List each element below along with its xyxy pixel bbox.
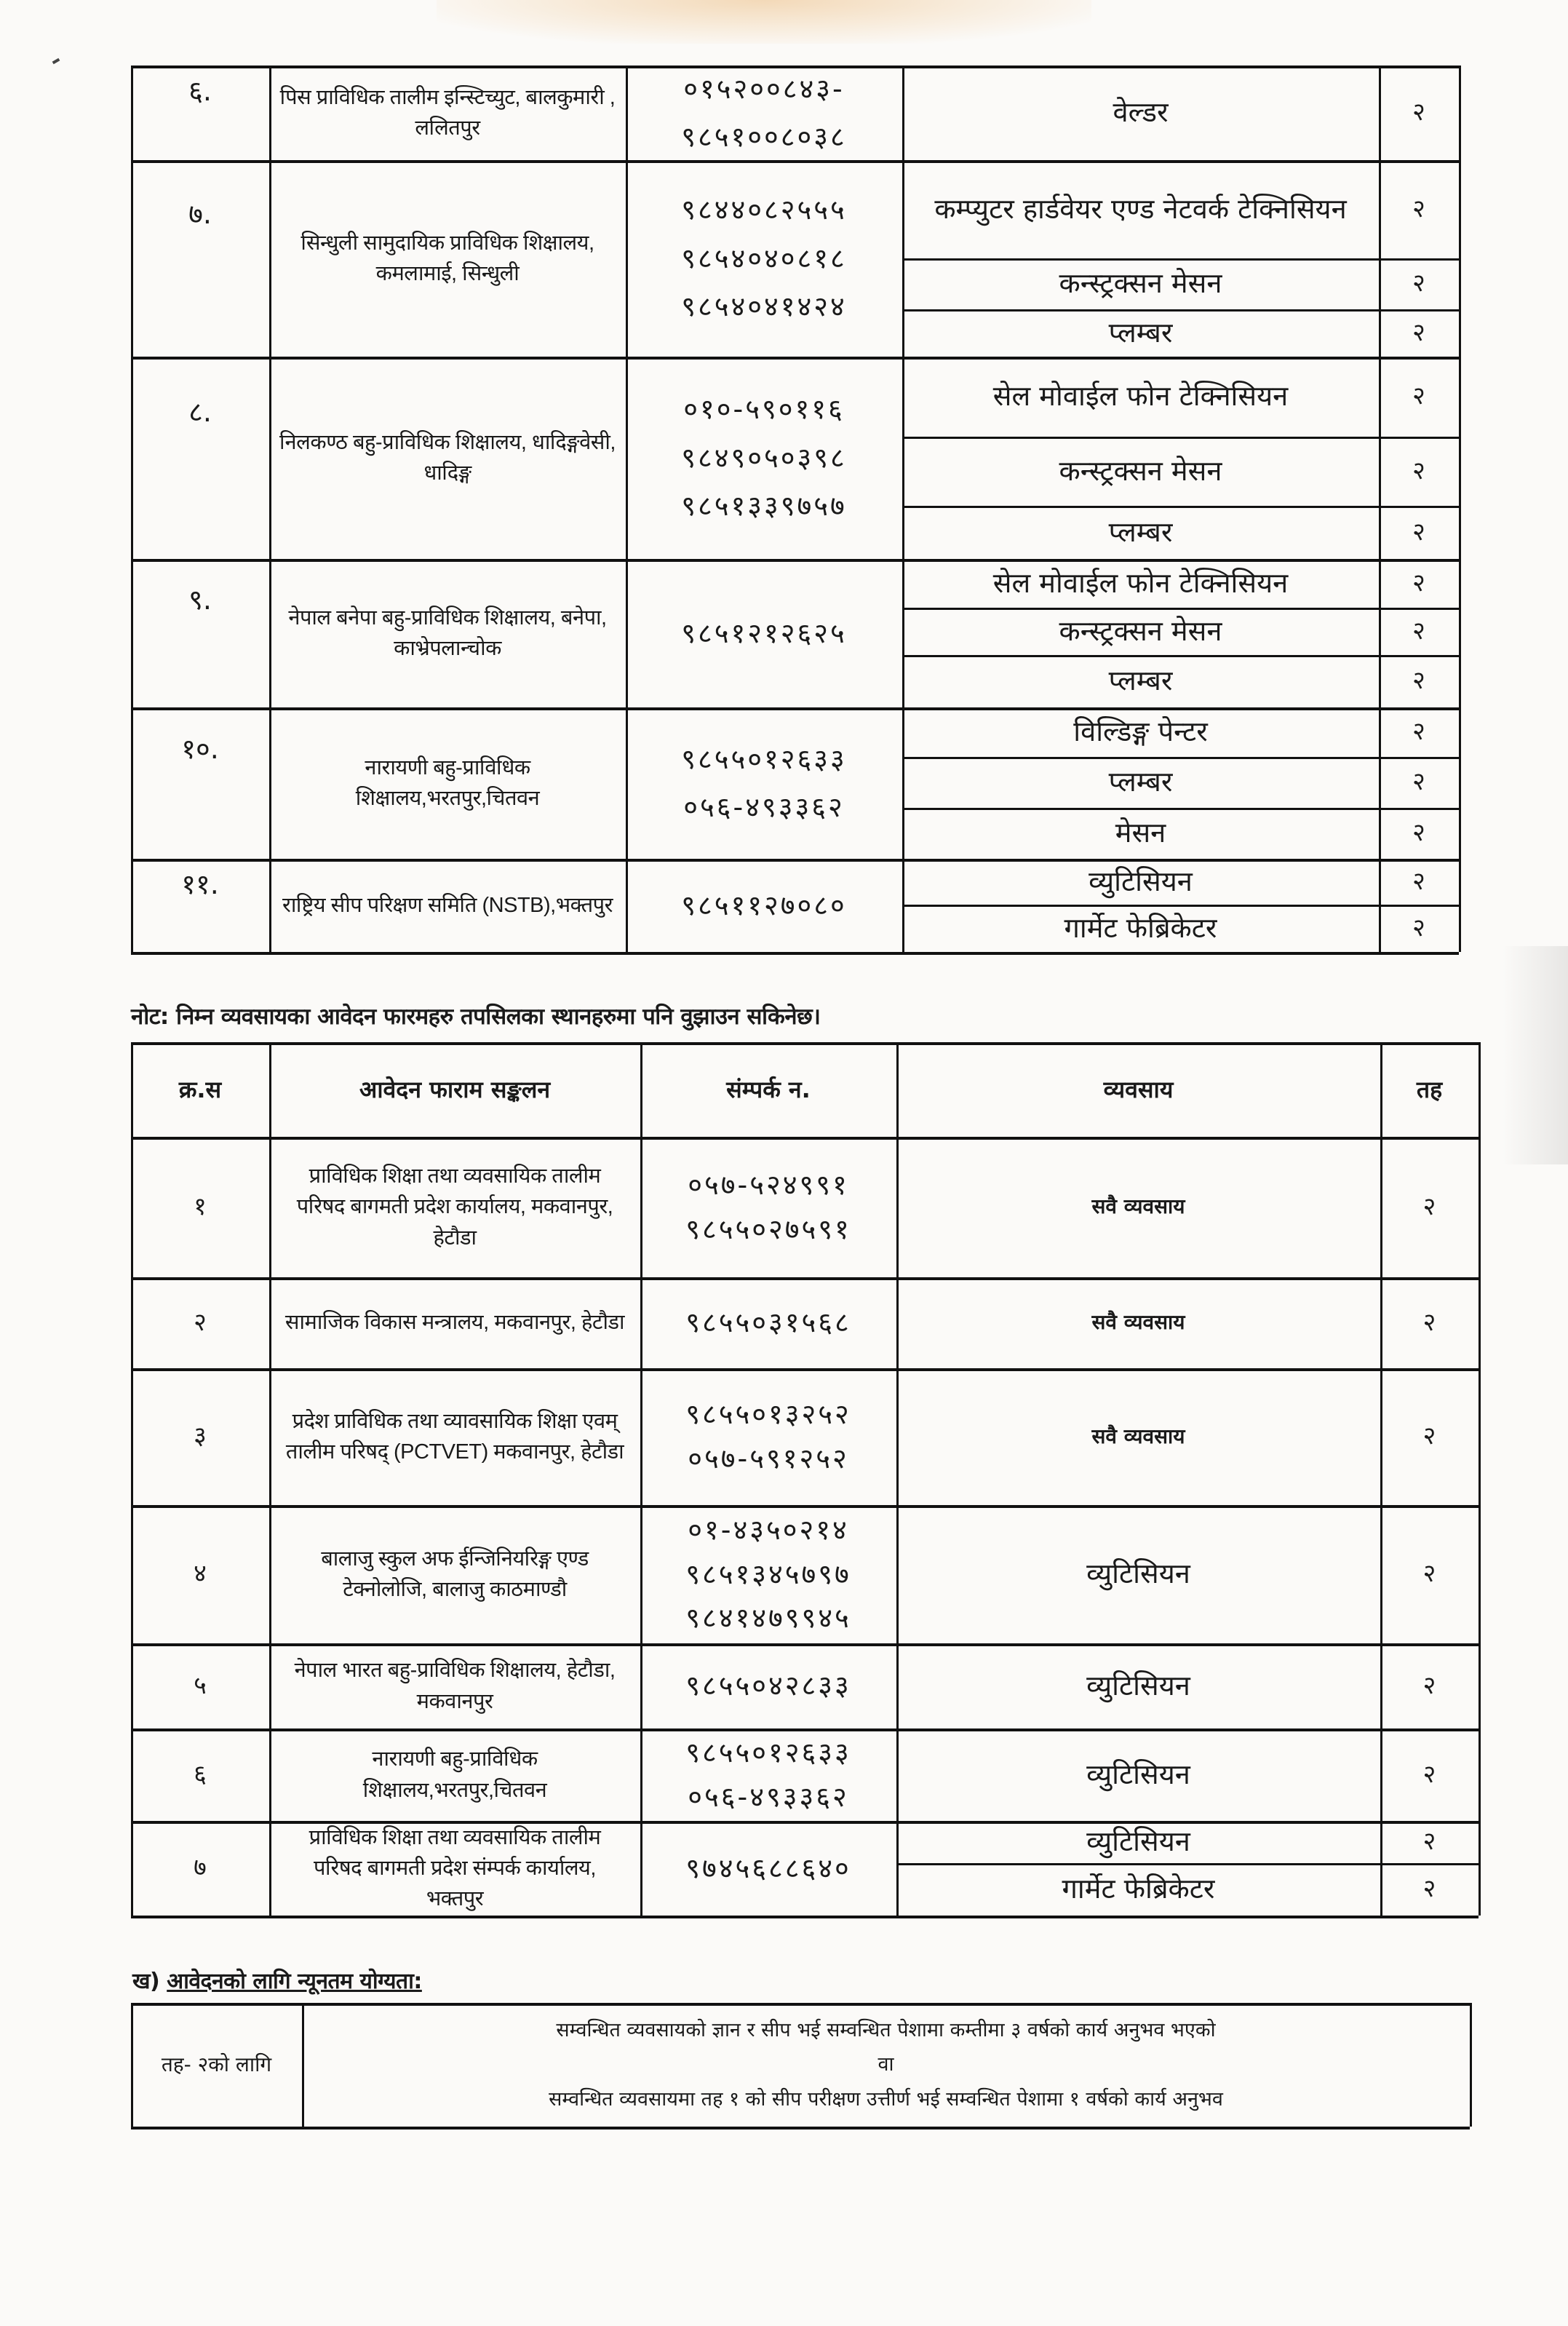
trade-level: २ bbox=[1422, 1421, 1436, 1451]
phone-number: ९८५५०१२६३३ bbox=[681, 742, 847, 775]
qualification-heading-text: आवेदनको लागि न्यूनतम योग्यता: bbox=[167, 1969, 422, 1994]
sub-row-divider bbox=[902, 808, 1459, 810]
trade-name: कन्स्ट्रक्सन मेसन bbox=[1059, 267, 1222, 300]
trade-name: सेल मोवाईल फोन टेक्निसियन bbox=[992, 566, 1289, 599]
serial-number: २ bbox=[194, 1307, 207, 1337]
row-divider bbox=[131, 2003, 1470, 2006]
trade-name: सवै व्यवसाय bbox=[1091, 1310, 1185, 1335]
paper-shadow-right bbox=[1503, 946, 1568, 1164]
phone-number: ९८५५०१२६३३ bbox=[685, 1736, 851, 1769]
row-divider bbox=[131, 1821, 1479, 1824]
row-divider bbox=[131, 559, 1459, 562]
trade-name: सवै व्यवसाय bbox=[1091, 1424, 1185, 1448]
trade-level: २ bbox=[1422, 1191, 1436, 1221]
column-divider bbox=[1470, 2003, 1472, 2127]
sub-row-divider bbox=[896, 1863, 1479, 1865]
trade-level: २ bbox=[1412, 913, 1425, 942]
column-divider bbox=[1379, 66, 1381, 952]
phone-number: ९८५५०१३२५२ bbox=[685, 1398, 851, 1431]
header-serial-number: क्र.स bbox=[178, 1075, 222, 1103]
row-divider bbox=[131, 1137, 1479, 1140]
row-divider bbox=[131, 1728, 1479, 1731]
collection-place: प्राविधिक शिक्षा तथा व्यवसायिक तालीम परिषद बागमती प्रदेश कार्यालय, मकवानपुर, हेटौडा bbox=[296, 1164, 613, 1250]
collection-place: नेपाल भारत बहु-प्राविधिक शिक्षालय, हेटौडा, मकवानपुर bbox=[294, 1659, 616, 1713]
phone-number: ९८५१३४५७९७ bbox=[685, 1557, 851, 1590]
trade-name: व्युटिसियन bbox=[1086, 1557, 1190, 1590]
phone-number: ९८४९०५०३९८ bbox=[681, 441, 847, 474]
phone-number: ९८५५०३१५६८ bbox=[685, 1306, 851, 1339]
trade-name: गार्मेट फेब्रिकेटर bbox=[1064, 911, 1217, 944]
header-contact-number: संम्पर्क न. bbox=[726, 1075, 811, 1103]
phone-numbers bbox=[640, 1277, 896, 1368]
trade-name: प्लम्बर bbox=[1108, 766, 1173, 798]
serial-number: १ bbox=[194, 1191, 207, 1221]
collection-place: प्राविधिक शिक्षा तथा व्यवसायिक तालीम परिषद बागमती प्रदेश संम्पर्क कार्यालय, भक्तपुर bbox=[309, 1825, 601, 1911]
sub-row-divider bbox=[902, 757, 1459, 759]
trade-level: २ bbox=[1412, 456, 1425, 485]
sub-row-divider bbox=[902, 309, 1459, 311]
column-divider bbox=[269, 1042, 271, 1916]
trade-level: २ bbox=[1412, 767, 1425, 797]
trade-level: २ bbox=[1412, 317, 1425, 347]
phone-number: ०५७-५९१२५२ bbox=[688, 1442, 849, 1474]
institute-name: निलकण्ठ बहु-प्राविधिक शिक्षालय, धादिङ्गवेसी, धादिङ्ग bbox=[279, 430, 616, 485]
trade-level: २ bbox=[1412, 269, 1425, 298]
qualification-level-label: तह- २को लागि bbox=[161, 2052, 272, 2076]
column-divider bbox=[1479, 1042, 1481, 1916]
trade-name: कम्प्युटर हार्डवेयर एण्ड नेटवर्क टेक्निसियन bbox=[934, 192, 1347, 225]
serial-number: ७ bbox=[194, 1853, 207, 1883]
phone-number: ०५७-५२४९९१ bbox=[688, 1168, 849, 1201]
serial-number: ३ bbox=[194, 1421, 207, 1451]
serial-number: ८. bbox=[188, 395, 212, 428]
row-divider bbox=[131, 1368, 1479, 1371]
trade-name: कन्स्ट्रक्सन मेसन bbox=[1059, 614, 1222, 647]
header-trade: व्यवसाय bbox=[1103, 1075, 1174, 1103]
sub-row-divider bbox=[902, 506, 1459, 508]
row-divider bbox=[131, 1277, 1479, 1280]
trade-name: प्लम्बर bbox=[1108, 664, 1173, 697]
row-divider bbox=[131, 160, 1459, 163]
row-divider bbox=[131, 707, 1459, 710]
trade-level: २ bbox=[1412, 616, 1425, 646]
row-divider bbox=[131, 66, 1459, 68]
trade-name: व्युटिसियन bbox=[1086, 1758, 1190, 1790]
phone-number: ९८५१००८०३८ bbox=[681, 121, 847, 153]
trade-level: २ bbox=[1422, 1874, 1436, 1904]
qualification-line: वा bbox=[877, 2053, 894, 2076]
column-divider bbox=[626, 66, 628, 952]
trade-name: प्लम्बर bbox=[1108, 515, 1173, 548]
sub-row-divider bbox=[902, 905, 1459, 907]
phone-number: ९८५४०४०८१८ bbox=[681, 242, 847, 274]
trade-level: २ bbox=[1412, 381, 1425, 411]
header-level: तह bbox=[1416, 1075, 1443, 1103]
sub-row-divider bbox=[902, 258, 1459, 261]
column-divider bbox=[902, 66, 904, 952]
trade-level: २ bbox=[1422, 1559, 1436, 1589]
column-divider bbox=[302, 2003, 304, 2127]
phone-number: ९७४५६८८६४० bbox=[685, 1851, 851, 1884]
institute-name: पिस प्राविधिक तालीम इन्स्टिच्युट, बालकुमारी , ललितपुर bbox=[279, 85, 616, 140]
trade-level: २ bbox=[1412, 98, 1425, 127]
phone-number: ०५६-४९३३६२ bbox=[688, 1780, 849, 1813]
serial-number: ७. bbox=[188, 197, 212, 230]
institute-name: नेपाल बनेपा बहु-प्राविधिक शिक्षालय, बनेपा, काभ्रेपलान्चोक bbox=[288, 606, 607, 660]
trade-name: वेल्डर bbox=[1113, 96, 1169, 129]
trade-level: २ bbox=[1412, 818, 1425, 848]
row-divider bbox=[131, 1916, 1479, 1918]
trade-level: २ bbox=[1412, 568, 1425, 598]
row-divider bbox=[131, 1505, 1479, 1508]
qualification-requirements bbox=[302, 2003, 1470, 2127]
qualification-line: सम्वन्धित व्यवसायको ज्ञान र सीप भई सम्वन्धित पेशामा कम्तीमा ३ वर्षको कार्य अनुभव भएको bbox=[556, 2019, 1216, 2042]
row-divider bbox=[131, 952, 1459, 955]
sub-row-divider bbox=[902, 655, 1459, 657]
paper-shadow bbox=[437, 0, 1091, 44]
trade-level: २ bbox=[1412, 717, 1425, 747]
trade-name: सवै व्यवसाय bbox=[1091, 1194, 1185, 1219]
phone-numbers bbox=[640, 1368, 896, 1505]
institute-name: राष्ट्रिय सीप परिक्षण समिति (NSTB),भक्तपुर bbox=[282, 893, 613, 917]
phone-numbers bbox=[640, 1505, 896, 1643]
collection-place: बालाजु स्कुल अफ ईन्जिनियरिङ्ग एण्ड टेक्नोलोजि, बालाजु काठमाण्डौ bbox=[321, 1547, 589, 1601]
institute-name: सिन्धुली सामुदायिक प्राविधिक शिक्षालय, कमलामाई, सिन्धुली bbox=[301, 231, 594, 285]
trade-level: २ bbox=[1412, 194, 1425, 223]
phone-numbers bbox=[626, 357, 902, 559]
serial-number: ४ bbox=[194, 1559, 207, 1589]
serial-number: ९. bbox=[188, 583, 212, 616]
phone-numbers bbox=[640, 1643, 896, 1728]
phone-number: ०५६-४९३३६२ bbox=[683, 791, 845, 823]
sub-row-divider bbox=[902, 608, 1459, 610]
serial-number: १०. bbox=[181, 732, 219, 765]
column-divider bbox=[640, 1042, 642, 1916]
phone-number: ९८५१३३९७५७ bbox=[681, 490, 847, 523]
column-divider bbox=[896, 1042, 899, 1916]
serial-number: ६. bbox=[188, 75, 212, 108]
row-divider bbox=[131, 1042, 1479, 1045]
trade-level: २ bbox=[1422, 1759, 1436, 1789]
phone-number: ९८४४०८२५५५ bbox=[681, 194, 847, 226]
row-divider bbox=[131, 2127, 1470, 2129]
qualification-line: सम्वन्धित व्यवसायमा तह १ को सीप परीक्षण उत्तीर्ण भई सम्वन्धित पेशामा १ वर्षको कार्य अनुभव bbox=[549, 2087, 1223, 2111]
phone-numbers bbox=[626, 160, 902, 357]
column-divider bbox=[1459, 66, 1461, 952]
phone-numbers bbox=[626, 66, 902, 160]
phone-number: ९८५५०४२८३३ bbox=[685, 1670, 851, 1702]
trade-level: २ bbox=[1422, 1307, 1436, 1337]
row-divider bbox=[131, 1643, 1479, 1646]
institute-name: नारायणी बहु-प्राविधिक शिक्षालय,भरतपुर,चितवन bbox=[355, 755, 540, 810]
column-divider bbox=[131, 66, 133, 952]
collection-place: सामाजिक विकास मन्त्रालय, मकवानपुर, हेटौडा bbox=[284, 1311, 625, 1335]
phone-numbers bbox=[626, 707, 902, 859]
phone-numbers bbox=[626, 859, 902, 952]
phone-number: ०१-४३५०२१४ bbox=[688, 1513, 849, 1546]
trade-name: व्युटिसियन bbox=[1086, 1669, 1190, 1702]
column-divider bbox=[1380, 1042, 1382, 1916]
row-divider bbox=[131, 357, 1459, 360]
phone-number: ०१५२००८४३- bbox=[683, 72, 845, 105]
column-divider bbox=[269, 66, 271, 952]
phone-numbers bbox=[640, 1137, 896, 1277]
column-divider bbox=[131, 1042, 133, 1916]
phone-number: ९८५५०२७५९१ bbox=[685, 1212, 851, 1245]
qualification-heading-prefix: ख) bbox=[132, 1969, 160, 1994]
trade-level: २ bbox=[1412, 666, 1425, 696]
phone-number: ९८५११२७०८० bbox=[681, 889, 847, 921]
phone-numbers bbox=[640, 1821, 896, 1916]
trade-name: विल्डिङ्ग पेन्टर bbox=[1073, 715, 1208, 748]
phone-number: ९८५४०४१४२४ bbox=[681, 290, 847, 323]
phone-number: ०१०-५९०११६ bbox=[683, 393, 845, 426]
trade-name: कन्स्ट्रक्सन मेसन bbox=[1059, 454, 1222, 487]
trade-name: सेल मोवाईल फोन टेक्निसियन bbox=[992, 380, 1289, 413]
trade-level: २ bbox=[1422, 1670, 1436, 1700]
row-divider bbox=[131, 859, 1459, 862]
trade-name: गार्मेट फेब्रिकेटर bbox=[1062, 1873, 1215, 1905]
serial-number: ६ bbox=[194, 1759, 207, 1789]
note-text: नोट: निम्न व्यवसायका आवेदन फारमहरु तपसिलका स्थानहरुमा पनि वुझाउन सकिनेछ। bbox=[131, 1004, 821, 1030]
phone-number: ९८४१४७९९४५ bbox=[685, 1602, 851, 1635]
column-divider bbox=[131, 2003, 133, 2127]
trade-name: व्युटिसियन bbox=[1086, 1825, 1190, 1858]
phone-numbers bbox=[640, 1728, 896, 1821]
trade-level: २ bbox=[1412, 517, 1425, 547]
serial-number: ५ bbox=[194, 1670, 207, 1700]
trade-level: २ bbox=[1412, 866, 1425, 896]
trade-name: मेसन bbox=[1115, 817, 1166, 849]
sub-row-divider bbox=[902, 437, 1459, 439]
trade-name: प्लम्बर bbox=[1108, 316, 1173, 349]
qualification-heading bbox=[132, 1965, 422, 1995]
collection-place: नारायणी बहु-प्राविधिक शिक्षालय,भरतपुर,चितवन bbox=[362, 1747, 547, 1802]
trade-level: २ bbox=[1422, 1827, 1436, 1857]
stray-mark bbox=[52, 58, 60, 64]
header-collection-place: आवेदन फाराम सङ्कलन bbox=[359, 1075, 551, 1103]
serial-number: ११. bbox=[181, 868, 219, 900]
phone-number: ९८५१२१२६२५ bbox=[681, 616, 847, 649]
trade-name: व्युटिसियन bbox=[1089, 865, 1193, 897]
phone-numbers bbox=[626, 559, 902, 707]
collection-place: प्रदेश प्राविधिक तथा व्यावसायिक शिक्षा एवम् तालीम परिषद् (PCTVET) मकवानपुर, हेटौडा bbox=[285, 1409, 624, 1464]
